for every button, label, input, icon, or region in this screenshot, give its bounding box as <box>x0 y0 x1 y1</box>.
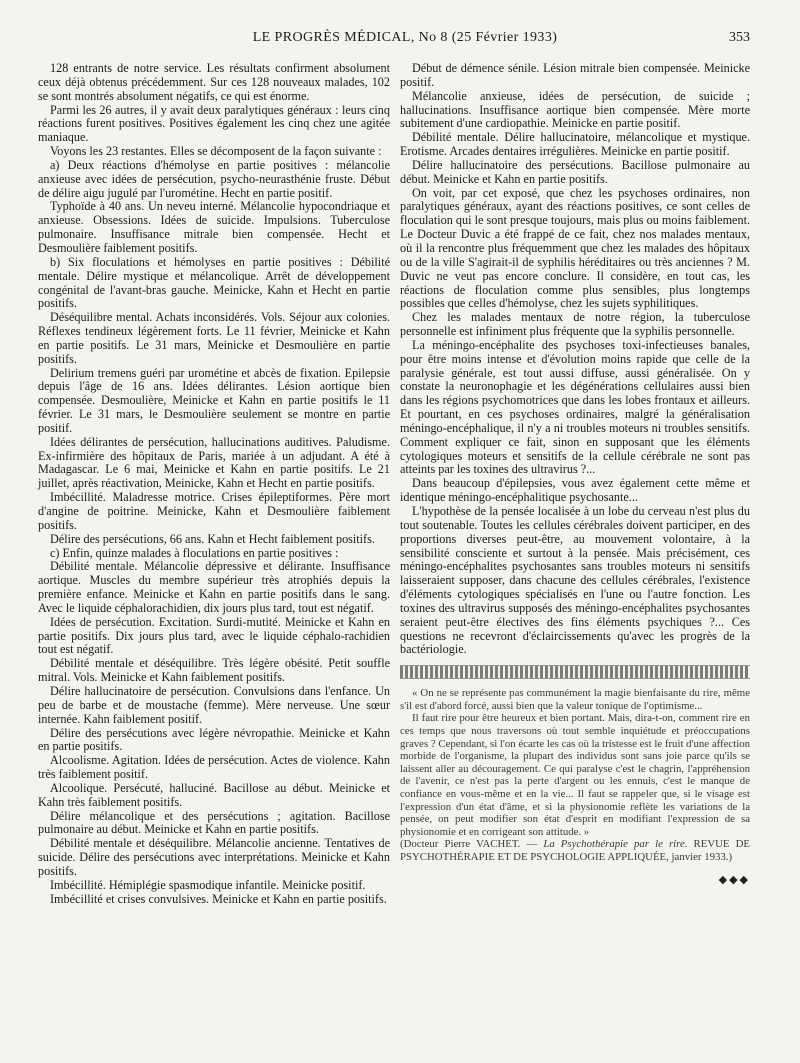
left-column-paragraph: Idées de persécution. Excitation. Surdi-mutité. Meinicke et Kahn en partie positifs. Dix jours plus tard, avec le liquide céphalo-rachidien tout est négatif. <box>38 614 390 657</box>
quote-source-title: La Psychothérapie par le rire <box>543 838 685 851</box>
quote-source-suffix: . REVUE DE PSYCHOTHÉRAPIE ET DE PSYCHOLOGIE APPLIQUÉE, janvier 1933.) <box>400 838 750 863</box>
left-column-paragraph: Idées délirantes de persécution, hallucinations auditives. Paludisme. Ex-infirmière des hôpitaux de Paris, mariée à un adjudant. A été à Madagascar. Le 6 mai, Meinicke et Kahn en partie positifs. Le 21 juillet, après réactivation, Meinicke, Kahn et Hecht en partie positifs. <box>38 434 390 491</box>
left-column-paragraph: Typhoïde à 40 ans. Un neveu interné. Mélancolie hypocondriaque et anxieuse. Obsessions. Idées de suicide. Impulsions. Tuberculose pulmonaire. Insuffisance mitrale bien compensée. Hecht et Desmoulière faiblement positifs. <box>38 199 390 255</box>
right-column-paragraph: La méningo-encéphalite des psychoses toxi-infectieuses banales, pour être moins intense et d'évolution moins rapide que celle de la paralysie générale, est tout aussi diffuse, aussi généralisée. On y constate la neuronophagie et les dégénérations cellulaires aussi bien dans les régions psychomotrices que dans les lobes frontaux et ailleurs. Et pourtant, en ces psychoses ordinaires, malgré la généralisation méningo-encéphalique, il n'y a ni troubles moteurs ni troubles sensitifs. Comment expliquer ce fait, sinon en supposant que les éléments cytologiques moteurs et sensitifs de la cellule cérébrale ne sont pas atteints par les toxines des ultravirus ?... <box>400 337 750 477</box>
page-header <box>60 30 750 50</box>
left-column-paragraph: Délire des persécutions, 66 ans. Kahn et Hecht faiblement positifs. <box>50 531 375 546</box>
right-column-paragraph: L'hypothèse de la pensée localisée à un lobe du cerveau n'est plus du tout soutenable. Toutes les cellules cérébrales doivent participer, en des proportions diverses peut-être, au mouvement volontaire, à la sensibilité consciente et surtout à la pensée. Mais précisément, ces méningo-encéphalites psychosantes sans troubles moteurs ni sensitifs laisseraient supposer, dans chacune des cellules cérébrales, l'existence d'éléments cytologiques spécialisés en l'une ou l'autre fonction. Les toxines des ultravirus supposés des méningo-encéphalites psychosantes seraient peut-être électives des fins éléments psychiques ?... Ces questions ne recevront d'éclaircissements qu'avec les progrès de la bactériologie. <box>400 504 750 657</box>
right-column-paragraph: Début de démence sénile. Lésion mitrale bien compensée. Meinicke positif. <box>400 61 750 89</box>
journal-title: LE PROGRÈS MÉDICAL, No 8 (25 Février 1933) <box>252 30 558 45</box>
right-column <box>400 62 750 887</box>
left-column-paragraph: Alcoolique. Persécuté, halluciné. Bacillose au début. Meinicke et Kahn très faiblement positifs. <box>38 780 390 809</box>
left-column-paragraph: Alcoolisme. Agitation. Idées de persécution. Actes de violence. Kahn très faiblement positif. <box>38 753 390 782</box>
left-column-paragraph: Débilité mentale et déséquilibre. Très légère obésité. Petit souffle mitral. Vols. Meinicke et Kahn faiblement positifs. <box>38 656 390 685</box>
left-column-paragraph: Débilité mentale et déséquilibre. Mélancolie ancienne. Tentatives de suicide. Délire des persécutions avec interprétations. Meinicke et Kahn positifs. <box>38 836 390 878</box>
right-column-paragraph: Débilité mentale. Délire hallucinatoire, mélancolique et mystique. Erotisme. Arcades dentaires irrégulières. Meinicke en partie positif. <box>400 130 750 159</box>
left-column-paragraph: b) Six floculations et hémolyses en partie positives : Débilité mentale. Délire mystique et mélancolique. Arrêt de développement congénital de l'avant-bras gauche. Meinicke, Kahn et Hecht en partie positifs. <box>38 254 390 311</box>
right-column-paragraph: On voit, par cet exposé, que chez les psychoses ordinaires, non paralytiques généraux, ayant des réactions positives, ce sont celles de floculation qui le sont presque toujours, mais plus ou moins faiblement. Le Docteur Duvic a été frappé de ce fait, chez nos malades mentaux, où il la rencontre plus fréquemment que chez les malades des hôpitaux ou de la ville S'agirait-il de syphilis héréditaires ou très anciennes ? M. Duvic ne veut pas encore conclure. Il considère, en tout cas, les réactions de floculation comme plus sensibles, plus longtemps possibles que celles d'hémolyse, chez les sujets syphilitiques. <box>400 185 750 311</box>
left-column-paragraph: Débilité mentale. Mélancolie dépressive et délirante. Insuffisance aortique. Muscles du membre supérieur très atrophiés depuis la première enfance. Meinicke et Kahn en partie positifs dans le sang. Avec le liquide céphalorachidien, dix jours plus tard, tout est négatif. <box>38 559 390 615</box>
right-column-paragraph: Chez les malades mentaux de notre région, la tuberculose personnelle est infiniment plus fréquente que la syphilis personnelle. <box>400 310 750 339</box>
left-column-paragraph: Déséquilibre mental. Achats inconsidérés. Vols. Séjour aux colonies. Réflexes tendineux légèrement forts. Le 11 février, Meinicke et Kahn en partie positifs. Le 31 mars, Meinicke et Desmoulière en partie positifs. <box>38 310 390 366</box>
left-column-paragraph: c) Enfin, quinze malades à floculations en partie positives : <box>50 545 339 560</box>
left-column-paragraph: Délire des persécutions avec légère névropathie. Meinicke et Kahn en partie positifs. <box>38 725 390 754</box>
page-number: 353 <box>729 30 750 45</box>
right-column-paragraph: Mélancolie anxieuse, idées de persécution, de suicide ; hallucinations. Insuffisance aortique bien compensée. Mère morte subitement d'une cardiopathie. Meinicke en partie positif. <box>400 88 750 131</box>
left-column-paragraph: Imbécillité. Hémiplégie spasmodique infantile. Meinicke positif. <box>50 877 366 892</box>
left-column-paragraph: Délire mélancolique et des persécutions ; agitation. Bacillose pulmonaire au début. Meinicke et Kahn en partie positifs. <box>38 808 390 837</box>
right-column-body <box>400 62 750 657</box>
left-column-paragraph: Parmi les 26 autres, il y avait deux paralytiques généraux : leurs cinq réactions furent positives. Positives également les cinq chez une agitée maniaque. <box>38 102 390 145</box>
left-column-paragraph: Voyons les 23 restantes. Elles se décomposent de la façon suivante : <box>50 144 382 159</box>
quote-source <box>400 838 750 863</box>
end-mark: ◆◆◆ <box>718 873 750 886</box>
quote-source-prefix: (Docteur Pierre VACHET. — <box>400 838 544 851</box>
quote-block <box>400 687 750 838</box>
left-column-paragraph: a) Deux réactions d'hémolyse en partie positives : mélancolie anxieuse avec idées de persécution, psycho-neurasthénie fruste. Début de délire aigu jugulé par l'urométine. Hecht en partie positif. <box>38 157 390 200</box>
quote-paragraph: Il faut rire pour être heureux et bien portant. Mais, dira-t-on, comment rire en ces temps que nous traversons où tout semble inquiétude et préoccupations graves ? Cependant, si l'on écarte les cas où la tristesse est le fruit d'une affection morbide de l'organisme, la plupart des individus sont sans joie parce qu'ils se laissent aller au découragement. Ce qui paralyse c'est le chagrin, l'appréhension de l'avenir, ce n'est pas la perte d'argent ou les ennuis, c'est le manque de confiance en vous-même et en la vie... Il faut se rappeler que, si le visage est l'expression d'un état d'âme, et si la physionomie reflète les variations de la pensée, on peut modifier son état d'esprit en modifiant l'expression de sa physionomie et en corrigeant son attitude. » <box>400 712 750 838</box>
left-column-paragraph: Imbécillité. Maladresse motrice. Crises épileptiformes. Père mort d'angine de poitrine. Meinicke, Kahn et Desmoulière faiblement positifs. <box>38 490 390 532</box>
left-column-paragraph: 128 entrants de notre service. Les résultats confirment absolument ceux déjà obtenus précédemment. Sur ces 128 nouveaux malades, 102 se sont montrés absolument négatifs, ce qui est énorme. <box>38 61 390 103</box>
left-column-paragraph: Délire hallucinatoire de persécution. Convulsions dans l'enfance. Un peu de barbe et de moustache (femme). Mère nerveuse. Une sœur internée. Kahn faiblement positif. <box>38 683 390 726</box>
left-column <box>38 62 390 906</box>
quote-paragraph: « On ne se représente pas communément la magie bienfaisante du rire, même s'il est d'abord forcé, aussi bien que la valeur tonique de l'optimisme... <box>400 687 750 712</box>
left-column-paragraph: Imbécillité et crises convulsives. Meinicke et Kahn en partie positifs. <box>50 891 387 906</box>
ornamental-divider <box>400 665 750 679</box>
right-column-paragraph: Dans beaucoup d'épilepsies, vous avez également cette même et identique méningo-encéphalitique psychosante... <box>400 476 750 505</box>
right-column-paragraph: Délire hallucinatoire des persécutions. Bacillose pulmonaire au début. Meinicke et Kahn en partie positifs. <box>400 157 750 186</box>
left-column-paragraph: Delirium tremens guéri par urométine et abcès de fixation. Epilepsie depuis l'âge de 16 ans. Idées délirantes. Lésion aortique bien compensée. Desmoulière, Meinicke et Kahn en partie positifs le 11 février. Le 31 mars, le Desmoulière seulement se montre en partie positif. <box>38 365 390 435</box>
